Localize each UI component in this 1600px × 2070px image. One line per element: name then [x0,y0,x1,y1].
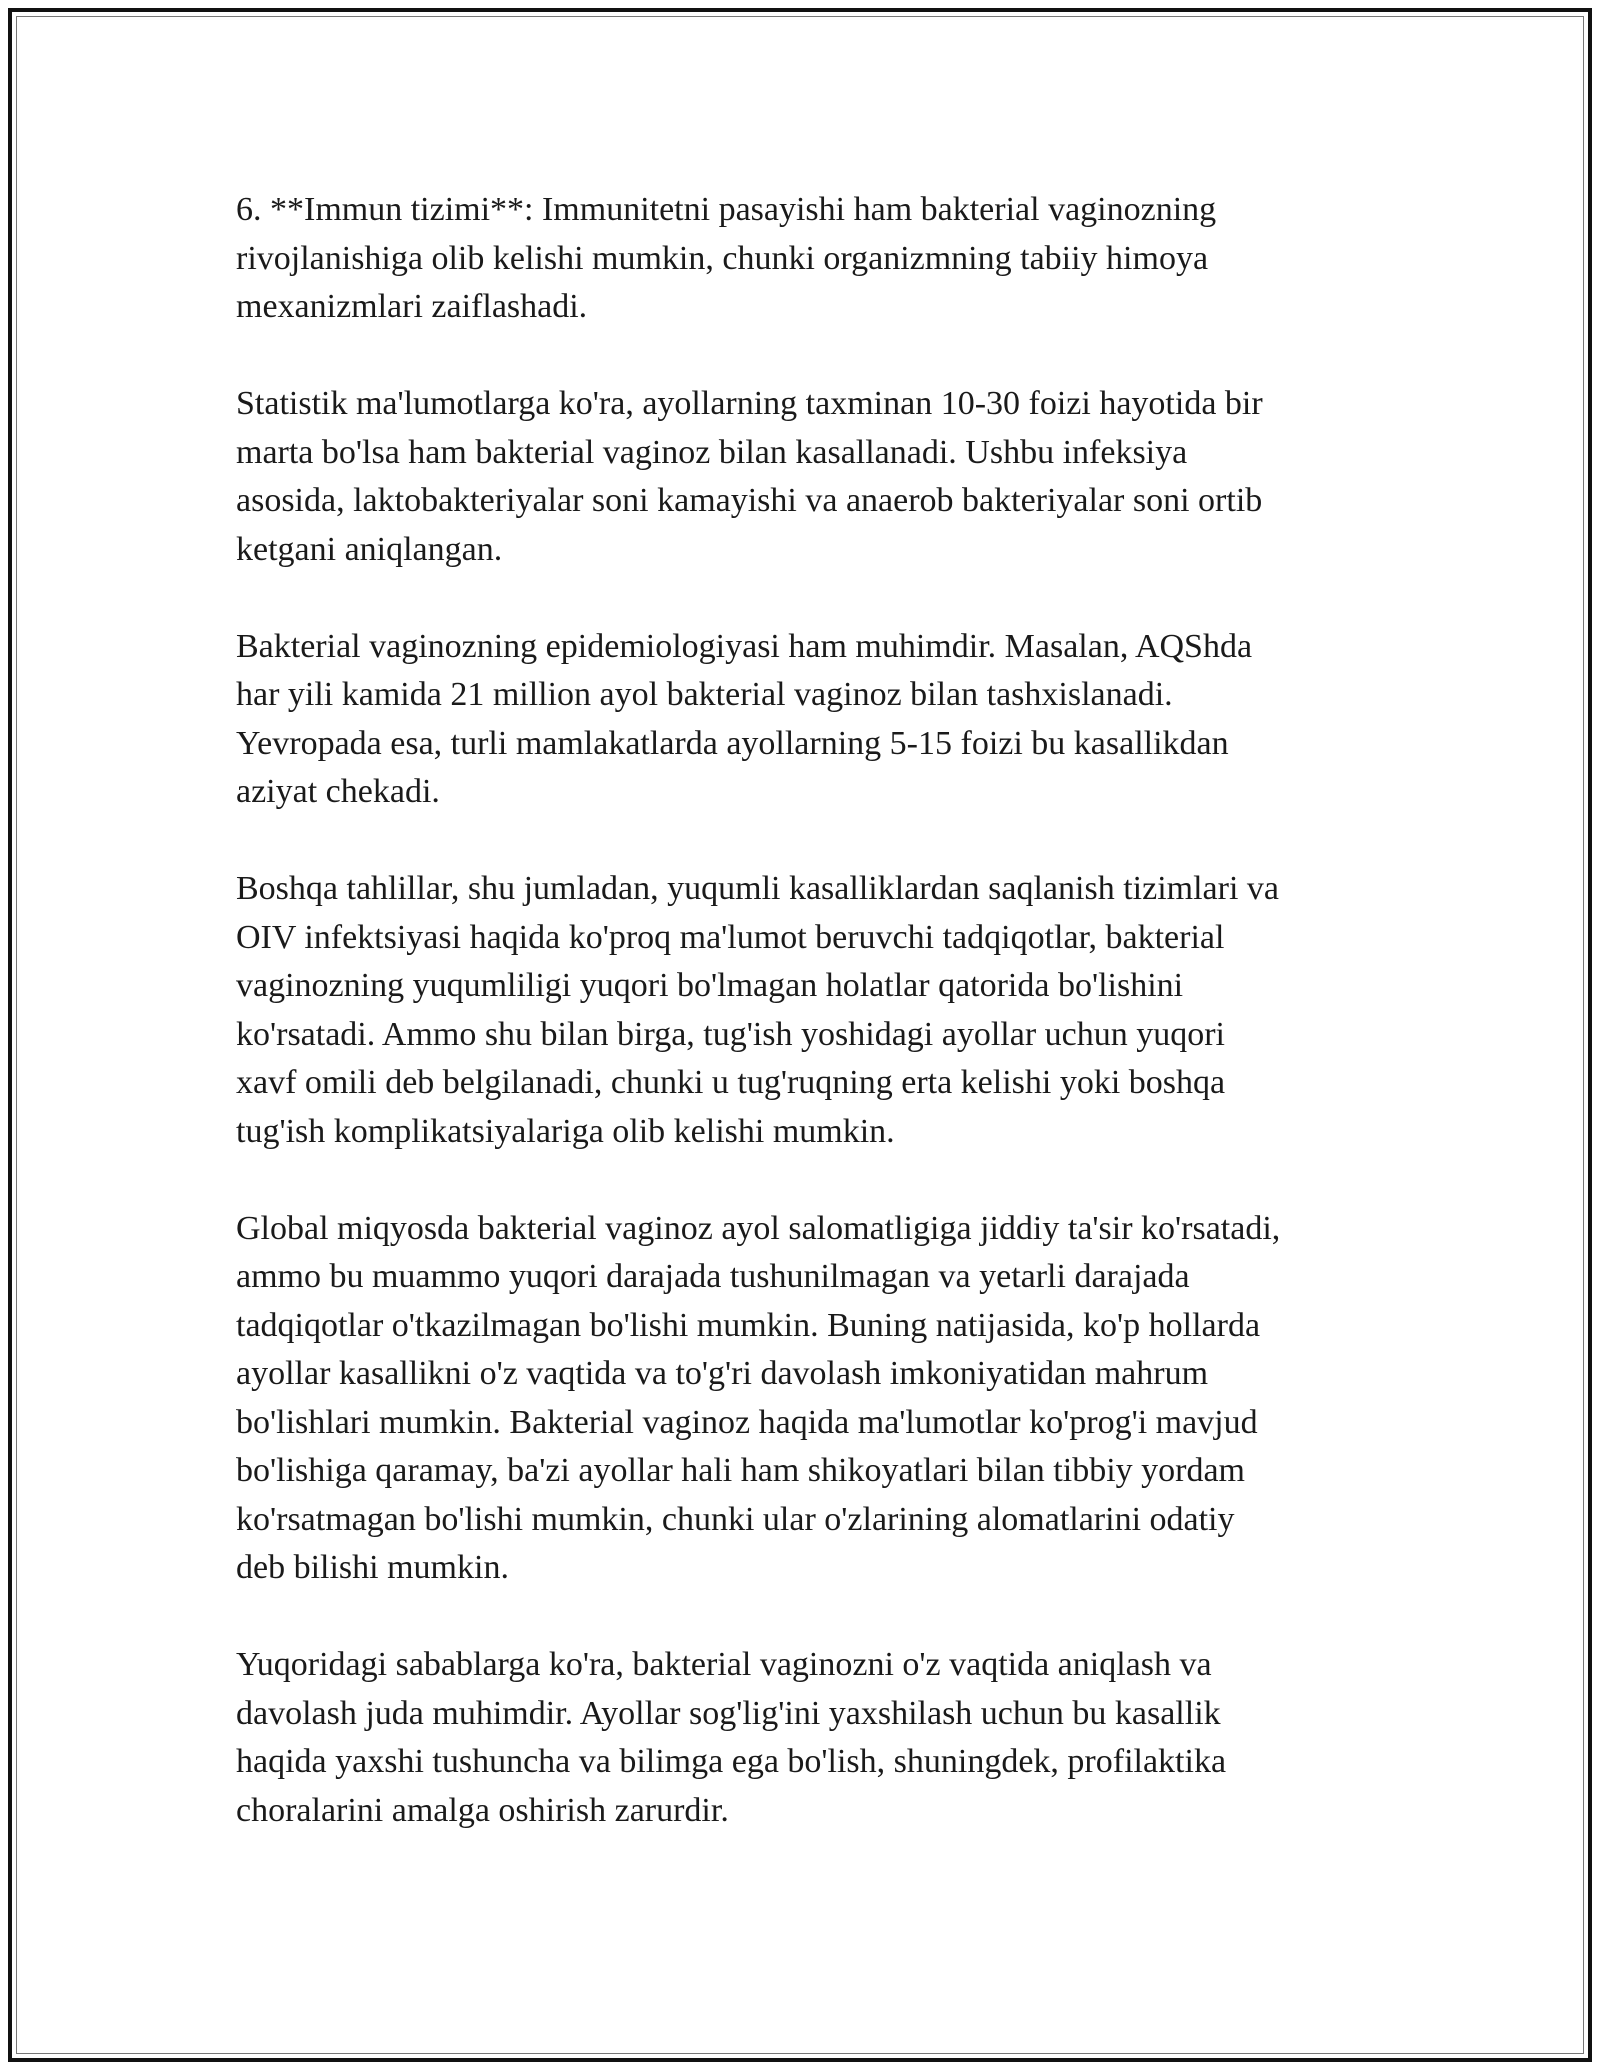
paragraph-other-analyses: Boshqa tahlillar, shu jumladan, yuqumli kasalliklardan saqlanish tizimlari va OIV infektsiyasi haqida ko'proq ma'lumot beruvchi tadqiqotlar, bakterial vaginozning yuqumliligi yuqori bo'lmagan holatlar qatorida bo'lishini ko'rsatadi. Ammo shu bilan birga, tug'ish yoshidagi ayollar uchun yuqori xavf omili deb belgilanadi, chunki u tug'ruqning erta kelishi yoki boshqa tug'ish komplikatsiyalariga olib kelishi mumkin. [236,870,1279,1150]
paragraph-conclusion: Yuqoridagi sabablarga ko'ra, bakterial vaginozni o'z vaqtida aniqlash va davolash juda muhimdir. Ayollar sog'lig'ini yaxshilash uchun bu kasallik haqida yaxshi tushuncha va bilimga ega bo'lish, shuningdek, profilaktika choralarini amalga oshirish zarurdir. [236,1646,1227,1829]
paragraph-epidemiology: Bakterial vaginozning epidemiologiyasi ham muhimdir. Masalan, AQShda har yili kamida 21 million ayol bakterial vaginoz bilan tashxislanadi. Yevropada esa, turli mamlakatlarda ayollarning 5-15 foizi bu kasallikdan aziyat chekadi. [236,627,1253,810]
paragraph-immune-system: 6. **Immun tizimi**: Immunitetni pasayishi ham bakterial vaginozning rivojlanishiga olib kelishi mumkin, chunki organizmning tabiiy himoya mexanizmlari zaiflashadi. [236,191,1217,325]
paragraph-statistics: Statistik ma'lumotlarga ko'ra, ayollarning taxminan 10-30 foizi hayotida bir marta bo'lsa ham bakterial vaginoz bilan kasallanadi. Ushbu infeksiya asosida, laktobakteriyalar soni kamayishi va anaerob bakteriyalar soni ortib ketgani aniqlangan. [236,385,1263,568]
document-body [236,186,1376,1884]
paragraph-global-impact: Global miqyosda bakterial vaginoz ayol salomatligiga jiddiy ta'sir ko'rsatadi, ammo bu muammo yuqori darajada tushunilmagan va yetarli darajada tadqiqotlar o'tkazilmagan bo'lishi mumkin. Buning natijasida, ko'p hollarda ayollar kasallikni o'z vaqtida va to'g'ri davolash imkoniyatidan mahrum bo'lishlari mumkin. Bakterial vaginoz haqida ma'lumotlar ko'prog'i mavjud bo'lishiga qaramay, ba'zi ayollar hali ham shikoyatlari bilan tibbiy yordam ko'rsatmagan bo'lishi mumkin, chunki ular o'zlarining alomatlarini odatiy deb bilishi mumkin. [236,1209,1281,1586]
